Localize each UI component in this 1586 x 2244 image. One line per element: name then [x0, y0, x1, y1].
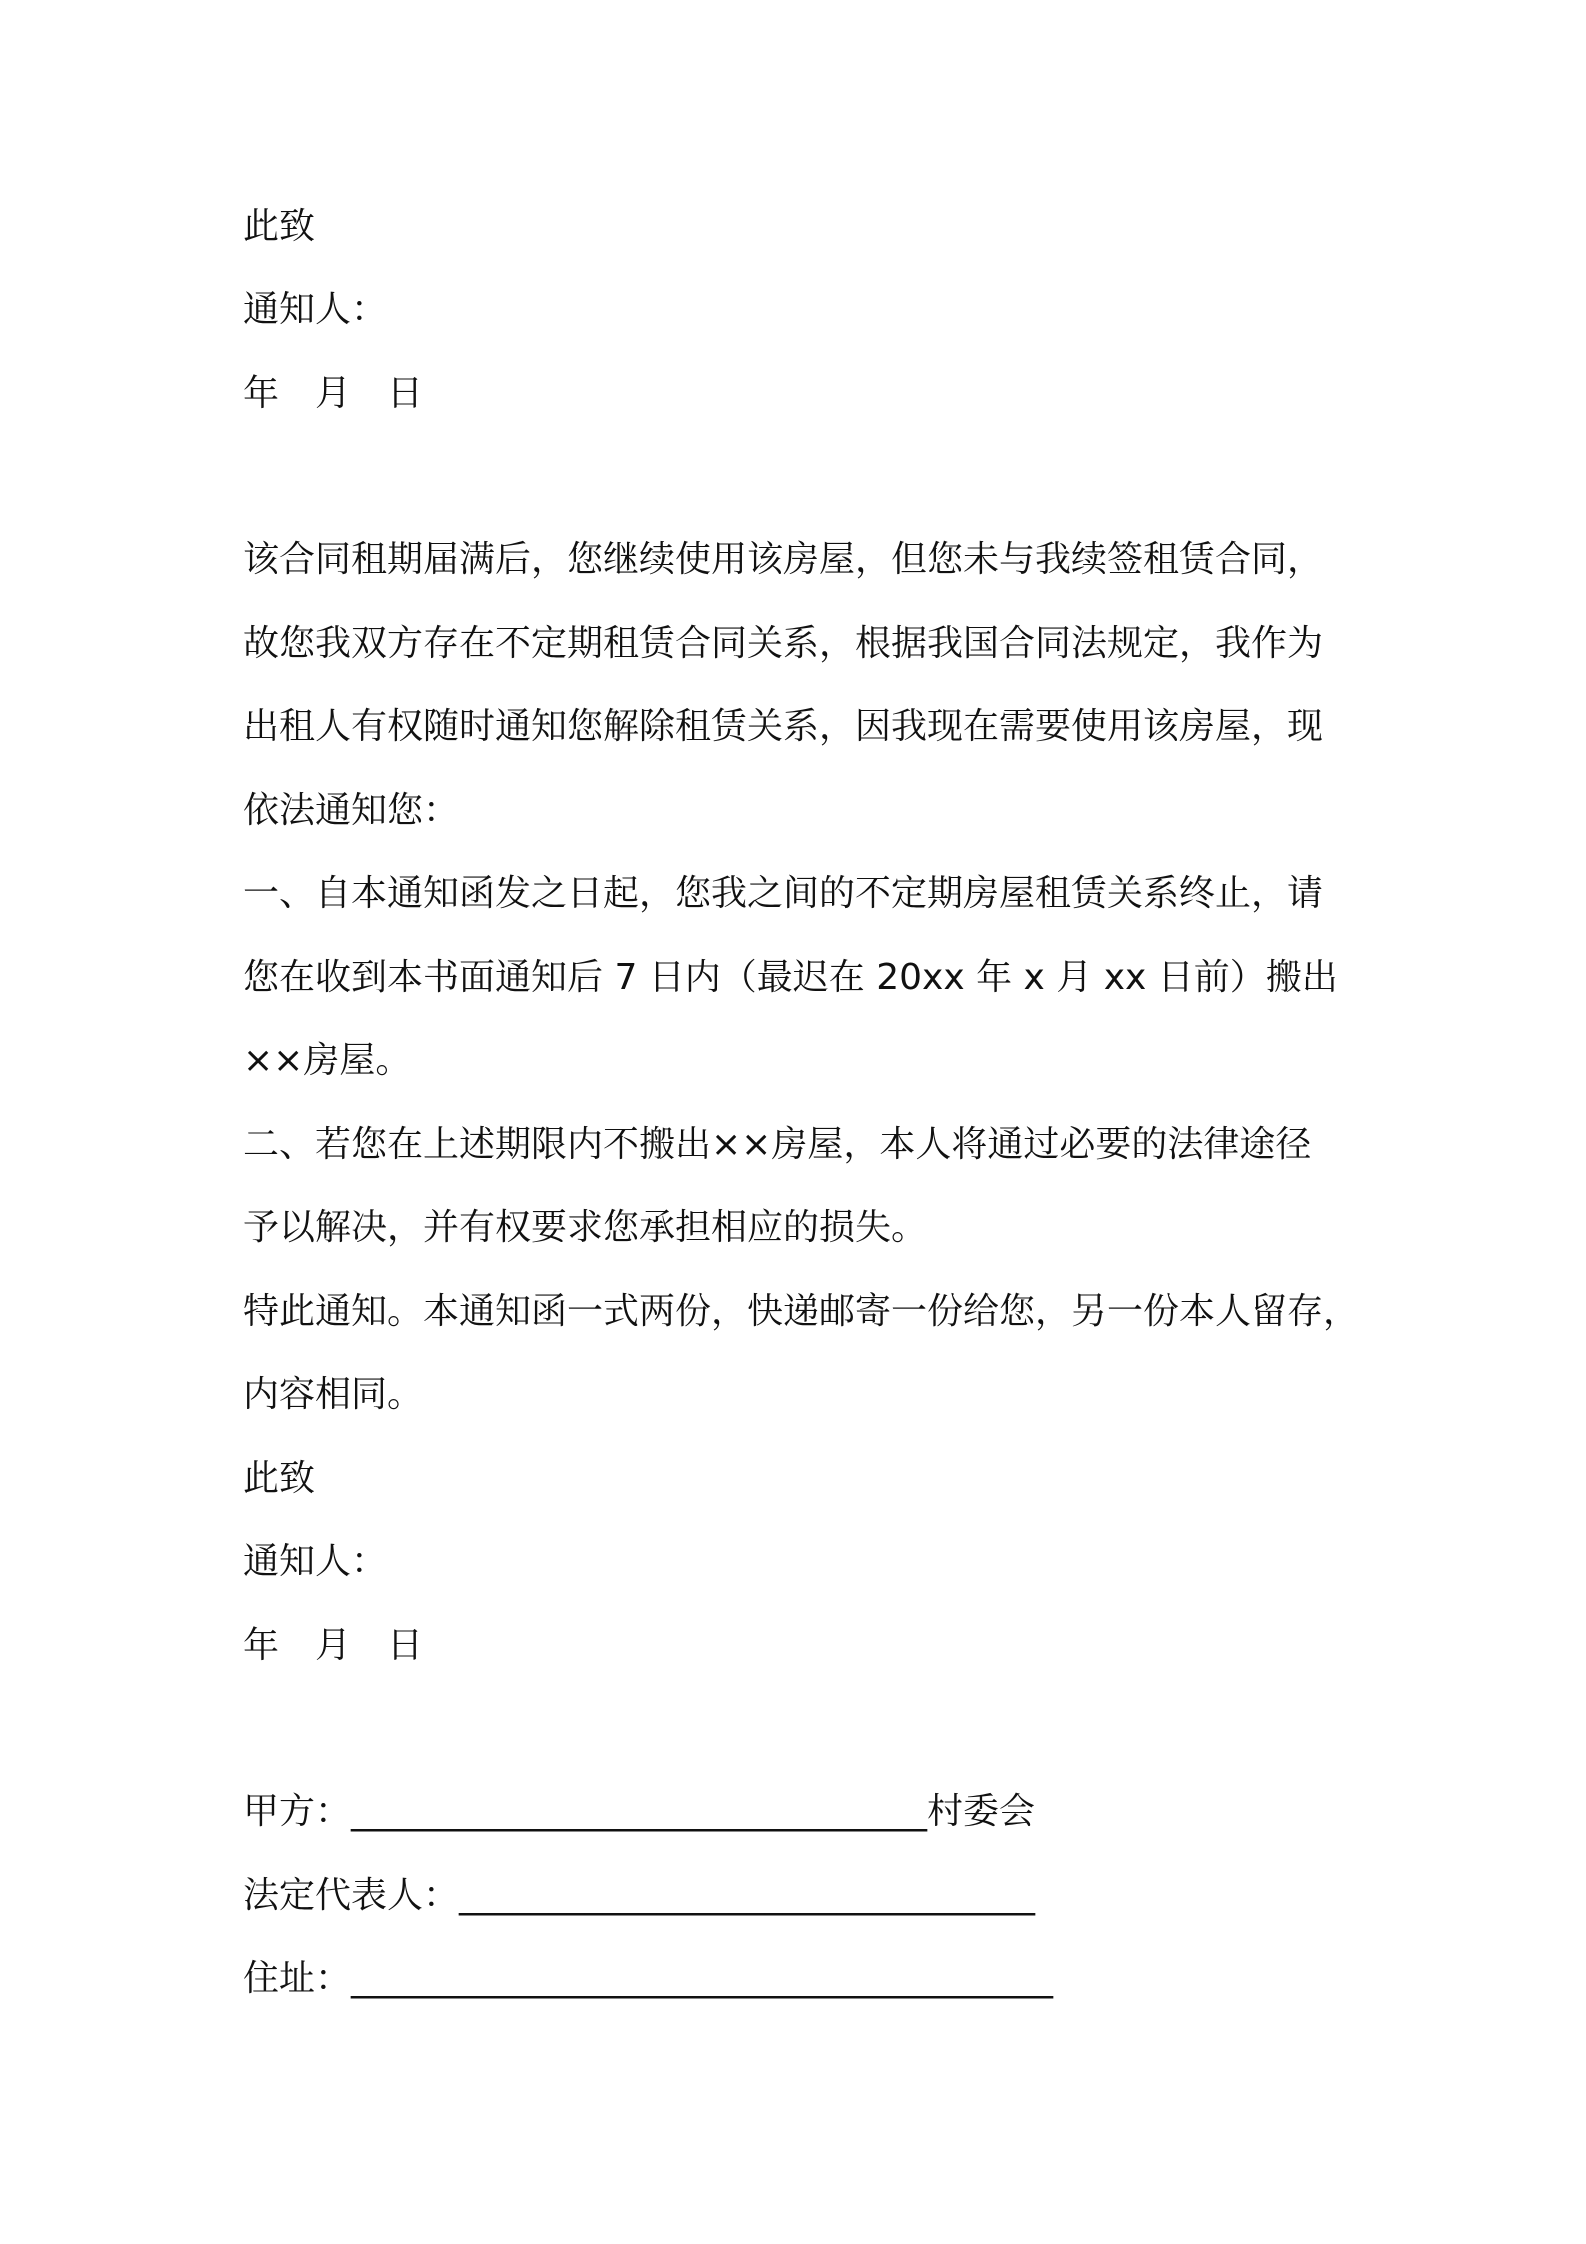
body-line: 内容相同。 — [243, 1374, 424, 1415]
body-line: 该合同租期届满后，您继续使用该房屋，但您未与我续签租赁合同， — [243, 539, 1324, 580]
body-line: 出租人有权随时通知您解除租赁关系，因我现在需要使用该房屋，现 — [243, 706, 1324, 747]
legal-representative-field: 法定代表人：________________________________ — [243, 1875, 1036, 1916]
top-date: 年 月 日 — [243, 373, 424, 414]
party-a-field: 甲方：________________________________村委会 — [243, 1791, 1036, 1832]
address-field: 住址：_______________________________________ — [243, 1958, 1054, 1999]
body-line: 一、自本通知函发之日起，您我之间的不定期房屋租赁关系终止，请 — [243, 873, 1324, 914]
body-line: ××房屋。 — [243, 1040, 412, 1081]
body-line: 予以解决，并有权要求您承担相应的损失。 — [243, 1207, 928, 1248]
closing-date: 年 月 日 — [243, 1625, 424, 1666]
closing-salutation: 此致 — [243, 1458, 316, 1499]
top-salutation: 此致 — [243, 206, 316, 247]
body-line: 特此通知。本通知函一式两份，快递邮寄一份给您，另一份本人留存， — [243, 1291, 1360, 1332]
body-line: 依法通知您： — [243, 790, 460, 831]
body-line: 二、若您在上述期限内不搬出××房屋，本人将通过必要的法律途径 — [243, 1124, 1312, 1165]
body-line: 您在收到本书面通知后 7 日内（最迟在 20xx 年 x 月 xx 日前）搬出 — [243, 957, 1338, 998]
top-notifier: 通知人： — [243, 289, 388, 330]
body-line: 故您我双方存在不定期租赁合同关系，根据我国合同法规定，我作为 — [243, 623, 1324, 664]
closing-notifier: 通知人： — [243, 1541, 388, 1582]
